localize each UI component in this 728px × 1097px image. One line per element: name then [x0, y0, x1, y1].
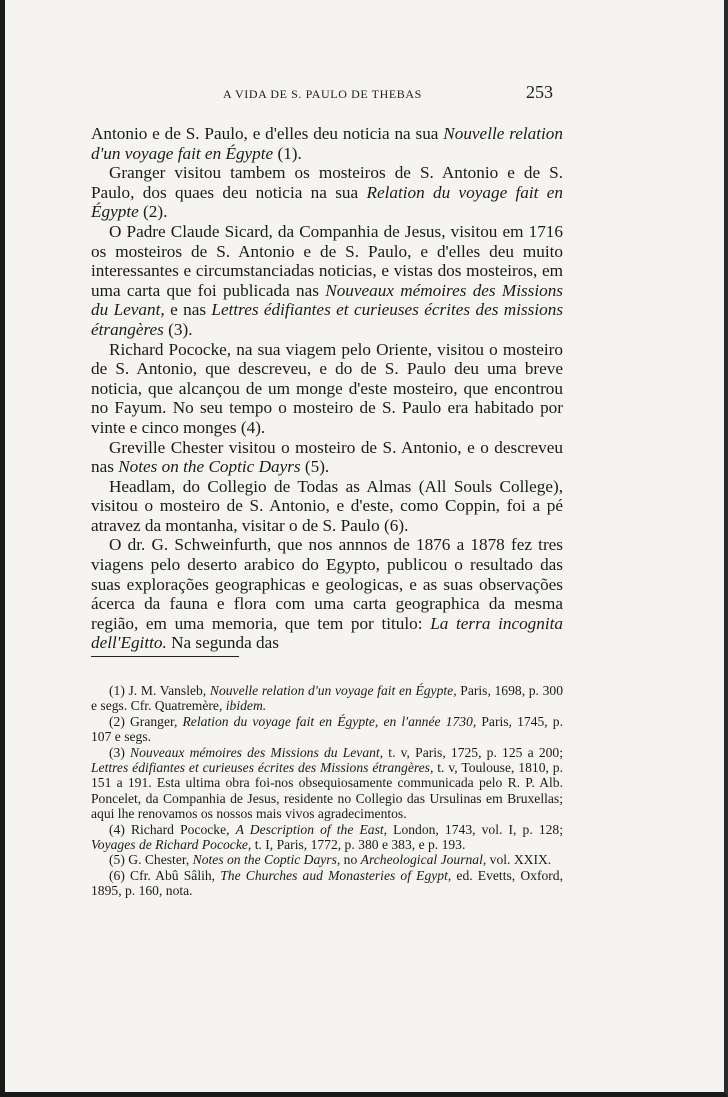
running-title: A VIDA DE S. PAULO DE THEBAS [223, 87, 422, 101]
paragraph: O dr. G. Schweinfurth, que nos annnos de 1876 a 1878 fez tres viagens pelo deserto arabico do Egypto, publicou o resultado das suas explorações geographicas e geologicas, e as suas observações ácerca da fauna e flora com uma carta geographica da mesma região, em uma memoria, que tem por titulo: La terra incognita dell'Egitto. Na segunda das [91, 535, 564, 653]
footnote: (1) J. M. Vansleb, Nouvelle relation d'un voyage fait en Égypte, Paris, 1698, p. 300 e segs. Cfr. Quatremère, ibidem. [91, 683, 563, 714]
footnote: (3) Nouveaux mémoires des Missions du Levant, t. v, Paris, 1725, p. 125 a 200; Lettres édifiantes et curieuses écrites des Missions étrangères, t. v, Toulouse, 1810, p. 151 a 191. Esta ultima obra foi-nos obsequiosamente communicada pelo R. P. Alb. Poncelet, da Companhia de Jesus, residente no Collegio das Ursulinas em Bruxellas; aqui lhe renovamos os nossos mais vivos agradecimentos. [91, 744, 564, 822]
main-text [91, 124, 563, 653]
paragraph: O Padre Claude Sicard, da Companhia de Jesus, visitou em 1716 os mosteiros de S. Antonio e de S. Paulo, e d'elles deu muito interessantes e circumstanciadas noticias, e vistas dos mosteiros, em uma carta que foi publicada nas Nouveaux mémoires des Missions du Levant, e nas Lettres édifiantes et curieuses écrites des missions étrangères (3). [91, 221, 564, 339]
footnote: (5) G. Chester, Notes on the Coptic Dayrs, no Archeological Journal, vol. XXIX. [109, 852, 552, 868]
footnotes [91, 683, 563, 899]
paragraph: Greville Chester visitou o mosteiro de S. Antonio, e o descreveu nas Notes on the Coptic Dayrs (5). [91, 437, 563, 477]
paragraph: Richard Pococke, na sua viagem pelo Oriente, visitou o mosteiro de S. Antonio, que descreveu, e do de S. Paulo deu uma breve noticia, que alcançou de um monge d'este mosteiro, que encontrou no Fayum. No seu tempo o mosteiro de S. Paulo era habitado por vinte e cinco monges (4). [91, 339, 563, 437]
paragraph: Granger visitou tambem os mosteiros de S. Antonio e de S. Paulo, dos quaes deu noticia na sua Relation du voyage fait en Égypte (2). [91, 163, 564, 222]
footnote-divider [91, 656, 239, 657]
paragraph: Antonio e de S. Paulo, e d'elles deu noticia na sua Nouvelle relation d'un voyage fait en Égypte (1). [91, 124, 563, 163]
paragraph: Headlam, do Collegio de Todas as Almas (All Souls College), visitou o mosteiro de S. Antonio, e d'este, como Coppin, foi a pé atravez da montanha, visitar o de S. Paulo (6). [91, 476, 563, 535]
footnote: (4) Richard Pococke, A Description of the East, London, 1743, vol. I, p. 128; Voyages de Richard Pococke, t. I, Paris, 1772, p. 380 e 383, e p. 193. [91, 821, 563, 853]
page-number: 253 [526, 82, 553, 102]
footnote: (2) Granger, Relation du voyage fait en Égypte, en l'année 1730, Paris, 1745, p. 107 e segs. [91, 713, 563, 745]
footnote: (6) Cfr. Abû Sâlih, The Churches aud Monasteries of Egypt, ed. Evetts, Oxford, 1895, p. 160, nota. [91, 867, 563, 899]
